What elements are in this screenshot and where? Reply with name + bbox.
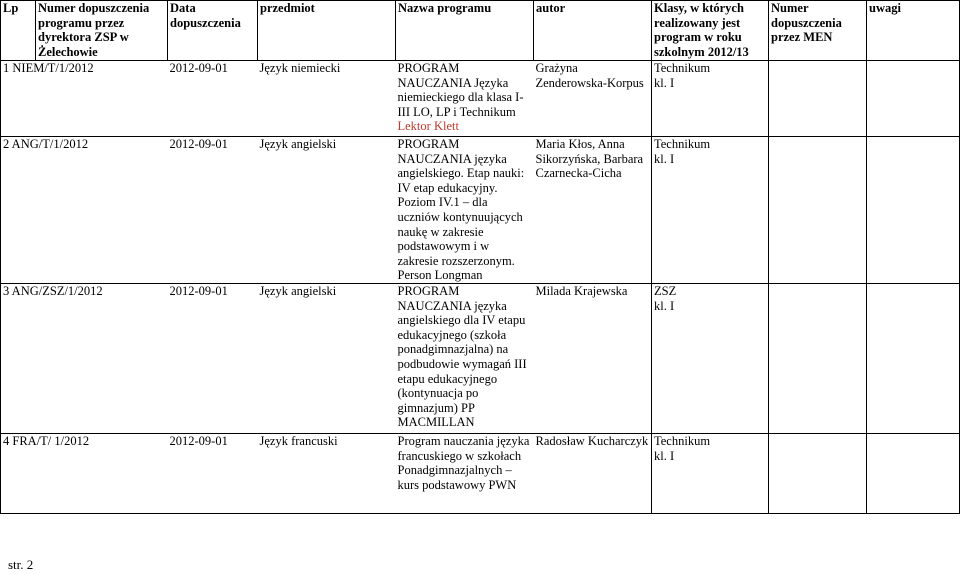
row-classes: ZSZ kl. I [652, 283, 769, 433]
row-classes: Technikum kl. I [652, 137, 769, 284]
row-program: Program nauczania języka francuskiego w szkołach Ponadgimnazjalnych – kurs podstawowy PWN [396, 433, 534, 513]
header-klasy: Klasy, w których realizowany jest program w roku szkolnym 2012/13 [652, 1, 769, 61]
header-nazwa: Nazwa programu [396, 1, 534, 61]
row-entry: 2 ANG/T/1/2012 [1, 137, 168, 284]
table-row [1, 283, 960, 433]
row-author: Grażyna Zenderowska-Korpus [534, 61, 652, 137]
header-lp: Lp [1, 1, 36, 61]
row-date: 2012-09-01 [168, 283, 258, 433]
row-notes [867, 283, 960, 433]
header-data: Data dopuszczenia [168, 1, 258, 61]
header-przedmiot: przedmiot [258, 1, 396, 61]
row-notes [867, 137, 960, 284]
table-row [1, 137, 960, 284]
row-men [769, 137, 867, 284]
row-entry: 3 ANG/ZSZ/1/2012 [1, 283, 168, 433]
page-number: str. 2 [8, 557, 34, 572]
row-author: Maria Kłos, Anna Sikorzyńska, Barbara Czarnecka-Cicha [534, 137, 652, 284]
row-author: Milada Krajewska [534, 283, 652, 433]
header-autor: autor [534, 1, 652, 61]
table-row [1, 61, 960, 137]
row-date: 2012-09-01 [168, 433, 258, 513]
row-men [769, 283, 867, 433]
row-date: 2012-09-01 [168, 61, 258, 137]
row-classes: Technikum kl. I [652, 433, 769, 513]
row-notes [867, 61, 960, 137]
row-date: 2012-09-01 [168, 137, 258, 284]
row-subject: Język angielski [258, 137, 396, 284]
row-men [769, 433, 867, 513]
row-subject: Język niemiecki [258, 61, 396, 137]
row-entry: 4 FRA/T/ 1/2012 [1, 433, 168, 513]
row-notes [867, 433, 960, 513]
program-note: Lektor Klett [397, 119, 459, 134]
row-classes: Technikum kl. I [652, 61, 769, 137]
row-entry: 1 NIEM/T/1/2012 [1, 61, 168, 137]
table-row [1, 433, 960, 513]
row-men [769, 61, 867, 137]
row-program: PROGRAM NAUCZANIA języka angielskiego dla IV etapu edukacyjnego (szkoła ponadgimnazjalna) na podbudowie wymagań III etapu edukacyjnego (kontynuacja po gimnazjum) PP MACMILLAN [396, 283, 534, 433]
row-author: Radosław Kucharczyk [534, 433, 652, 513]
header-uwagi: uwagi [867, 1, 960, 61]
program-text: PROGRAM NAUCZANIA Języka niemieckiego dla klasa I-III LO, LP i Technikum [397, 61, 524, 119]
row-program: PROGRAM NAUCZANIA języka angielskiego. Etap nauki: IV etap edukacyjny. Poziom IV.1 – dla uczniów kontynuujących naukę w zakresie podstawowym i w zakresie rozszerzonym. Person Longman [396, 137, 534, 284]
row-subject: Język francuski [258, 433, 396, 513]
header-numer-zsp: Numer dopuszczenia programu przez dyrektora ZSP w Żelechowie [36, 1, 168, 61]
header-numer-men: Numer dopuszczenia przez MEN [769, 1, 867, 61]
row-program [396, 61, 534, 137]
header-row [1, 1, 960, 61]
row-subject: Język angielski [258, 283, 396, 433]
